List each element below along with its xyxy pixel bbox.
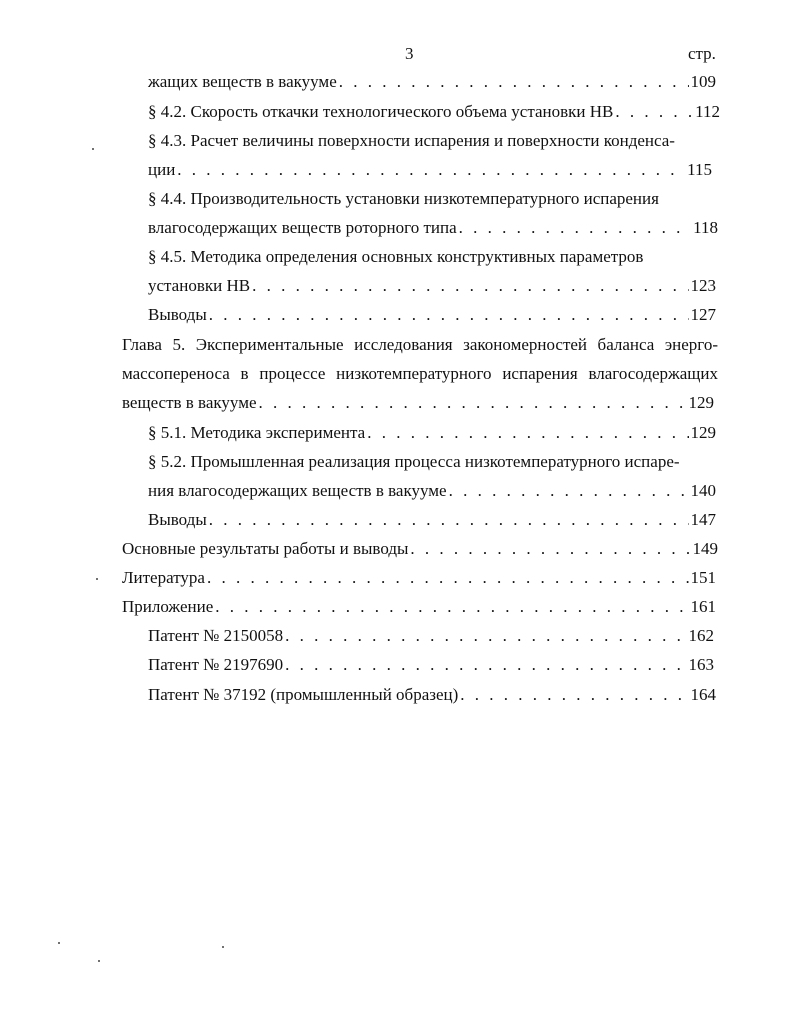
toc-entry-page: 115 (687, 160, 712, 179)
toc-entry-5-1 (148, 421, 716, 445)
toc-entry-page: 163 (688, 655, 714, 674)
toc-entry-4-3-line1: § 4.3. Расчет величины поверхности испарения и поверхности конденса- (148, 131, 675, 150)
scan-speck (58, 942, 60, 944)
dot-leader (177, 158, 685, 182)
toc-entry-title: Выводы (148, 305, 207, 324)
toc-entry-page: 147 (690, 510, 716, 529)
toc-entry-4-3-line2 (148, 158, 712, 182)
toc-entry-4-4-line1: § 4.4. Производительность установки низкотемпературного испарения (148, 189, 659, 208)
toc-entry-chapter5-line2: массопереноса в процессе низкотемпературного испарения влагосодержащих (122, 364, 718, 383)
toc-entry-title: Патент № 2197690 (148, 655, 284, 674)
dot-leader (252, 274, 688, 298)
toc-entry-title: ции (148, 160, 176, 179)
dot-leader (459, 216, 692, 240)
scan-speck (98, 960, 100, 962)
toc-entry-page: 112 (695, 102, 720, 121)
toc-entry-4-1-continuation (148, 70, 716, 94)
toc-entry-patent-2197690 (148, 653, 714, 677)
pages-column-label: стр. (688, 44, 716, 63)
toc-entry-page: 162 (688, 626, 714, 645)
toc-entry-page: 140 (690, 481, 716, 500)
toc-entry-literature (122, 566, 716, 590)
toc-entry-title: § 4.2. Скорость откачки технологического объема установки НВ (148, 102, 614, 121)
scan-speck (96, 578, 98, 580)
toc-entry-4-5-line2 (148, 274, 716, 298)
toc-entry-4-2 (148, 100, 720, 124)
toc-entry-4-4-line2 (148, 216, 718, 240)
dot-leader (285, 653, 686, 677)
toc-entry-main-results (122, 537, 718, 561)
page-number: 3 (405, 44, 414, 63)
toc-entry-page: 149 (692, 539, 718, 558)
toc-entry-page: 127 (690, 305, 716, 324)
toc-entry-appendix (122, 595, 716, 619)
dot-leader (449, 479, 689, 503)
toc-entry-page: 123 (690, 276, 716, 295)
toc-entry-chapter5-line3 (122, 391, 714, 415)
dot-leader (285, 624, 686, 648)
toc-entry-chapter4-conclusions (148, 303, 716, 327)
dot-leader (367, 421, 688, 445)
toc-entry-page: 109 (690, 72, 716, 91)
toc-entry-page: 129 (690, 423, 716, 442)
dot-leader (207, 566, 689, 590)
toc-entry-title: установки НВ (148, 276, 251, 295)
toc-entry-4-5-line1: § 4.5. Методика определения основных конструктивных параметров (148, 247, 644, 266)
toc-entry-title: Литература (122, 568, 205, 587)
toc-entry-title: Приложение (122, 597, 214, 616)
toc-entry-page: 164 (690, 685, 716, 704)
toc-entry-5-2-line1: § 5.2. Промышленная реализация процесса низкотемпературного испаре- (148, 452, 680, 471)
toc-entry-title: жащих веществ в вакууме (148, 72, 337, 91)
scan-speck (222, 946, 224, 948)
toc-entry-title: ния влагосодержащих веществ в вакууме (148, 481, 447, 500)
toc-entry-title: Патент № 2150058 (148, 626, 284, 645)
toc-entry-patent-2150058 (148, 624, 714, 648)
dot-leader (615, 100, 693, 124)
toc-entry-title: Патент № 37192 (промышленный образец) (148, 685, 459, 704)
dot-leader (460, 683, 688, 707)
dot-leader (209, 303, 689, 327)
toc-entry-patent-37192 (148, 683, 716, 707)
toc-entry-title: § 5.1. Методика эксперимента (148, 423, 366, 442)
dot-leader (215, 595, 688, 619)
toc-entry-title: влагосодержащих веществ роторного типа (148, 218, 457, 237)
toc-entry-page: 161 (690, 597, 716, 616)
toc-entry-title: Основные результаты работы и выводы (122, 539, 409, 558)
toc-entry-title: веществ в вакууме (122, 393, 257, 412)
toc-entry-page: 129 (688, 393, 714, 412)
toc-entry-title: Выводы (148, 510, 207, 529)
toc-entry-5-2-line2 (148, 479, 716, 503)
toc-entry-page: 118 (693, 218, 718, 237)
toc-entry-page: 151 (690, 568, 716, 587)
dot-leader (410, 537, 690, 561)
scan-speck (92, 148, 94, 150)
toc-entry-chapter5-conclusions (148, 508, 716, 532)
dot-leader (259, 391, 687, 415)
toc-entry-chapter5-line1: Глава 5. Экспериментальные исследования закономерностей баланса энерго- (122, 335, 718, 354)
dot-leader (209, 508, 689, 532)
dot-leader (339, 70, 689, 94)
